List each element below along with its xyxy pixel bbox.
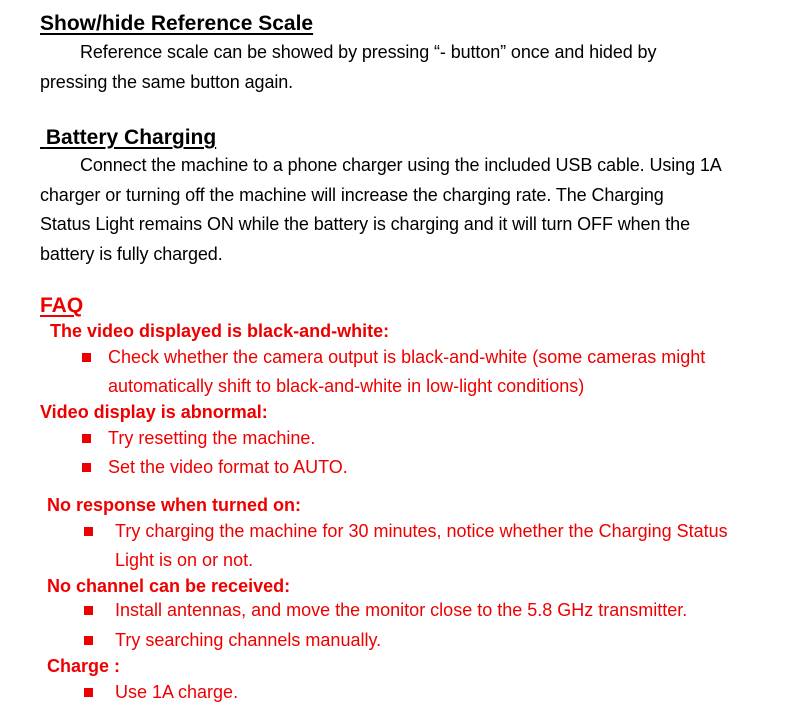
- faq-question-5: Charge :: [47, 656, 121, 676]
- reference-scale-text-line-2: pressing the same button again.: [40, 72, 294, 92]
- battery-text-line-2: charger or turning off the machine will increase the charging rate. The Charging: [40, 185, 664, 205]
- faq-answer-1-line-2: automatically shift to black-and-white in low-light conditions): [108, 376, 585, 396]
- bullet-icon: [82, 463, 91, 472]
- faq-answer-5-1: Use 1A charge.: [115, 682, 239, 702]
- faq-answer-4-2: Try searching channels manually.: [115, 630, 382, 650]
- faq-answer-3-line-1: Try charging the machine for 30 minutes, notice whether the Charging Status: [115, 521, 728, 541]
- battery-charging-heading: [40, 126, 216, 150]
- bullet-icon: [84, 636, 93, 645]
- bullet-icon: [84, 527, 93, 536]
- faq-answer-2-1: Try resetting the machine.: [108, 428, 316, 448]
- faq-question-1: The video displayed is black-and-white:: [50, 321, 390, 341]
- faq-question-4: No channel can be received:: [47, 576, 291, 596]
- faq-answer-2-2: Set the video format to AUTO.: [108, 457, 348, 477]
- battery-text-line-3: Status Light remains ON while the battery is charging and it will turn OFF when the: [40, 214, 691, 234]
- reference-scale-text-line-1: Reference scale can be showed by pressing “- button” once and hided by: [80, 42, 657, 62]
- faq-answer-4-1: Install antennas, and move the monitor close to the 5.8 GHz transmitter.: [115, 600, 688, 620]
- battery-text-line-4: battery is fully charged.: [40, 244, 223, 264]
- faq-heading: FAQ: [40, 294, 84, 317]
- battery-text-line-1: Connect the machine to a phone charger using the included USB cable. Using 1A: [80, 155, 722, 175]
- bullet-icon: [82, 434, 91, 443]
- faq-answer-3-line-2: Light is on or not.: [115, 550, 254, 570]
- bullet-icon: [82, 353, 91, 362]
- bullet-icon: [84, 688, 93, 697]
- faq-question-3: No response when turned on:: [47, 495, 302, 515]
- faq-question-2: Video display is abnormal:: [40, 402, 268, 422]
- bullet-icon: [84, 606, 93, 615]
- reference-scale-heading: Show/hide Reference Scale: [40, 12, 314, 35]
- faq-answer-1-line-1: Check whether the camera output is black-and-white (some cameras might: [108, 347, 706, 367]
- battery-charging-title: Battery Charging: [45, 126, 217, 149]
